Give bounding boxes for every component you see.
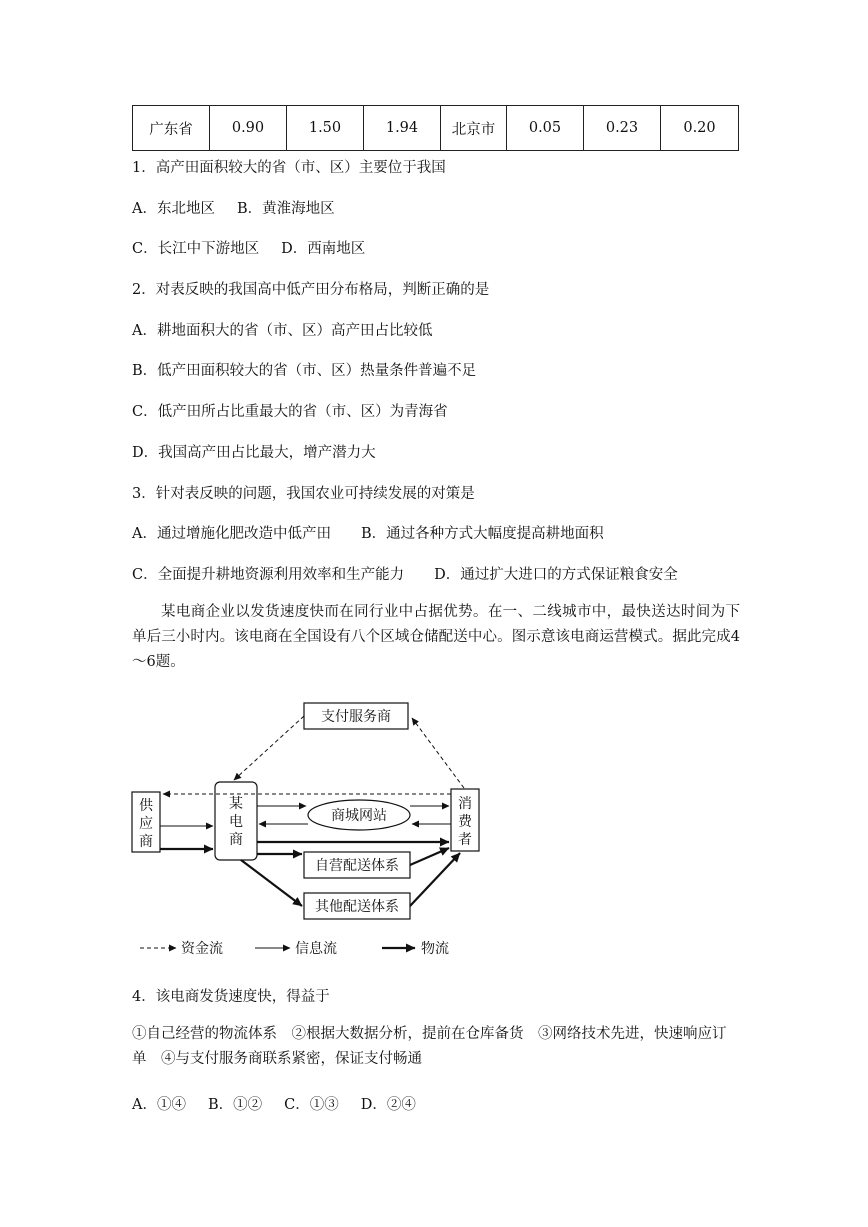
legend-logistics-label: 物流 (421, 941, 449, 957)
q4-option-b: B．①② (207, 1097, 263, 1113)
logistics-flow-merchant-to-other (241, 860, 302, 906)
table-cell: 0.05 (507, 106, 584, 151)
q2-stem: 2．对表反映的我国高中低产田分布格局，判断正确的是 (132, 282, 490, 298)
q1-option-b: B．黄淮海地区 (236, 201, 335, 217)
consumer-label-3: 者 (458, 832, 472, 848)
table-cell: 广东省 (133, 106, 210, 151)
q4-stem: 4．该电商发货速度快，得益于 (132, 989, 330, 1005)
q4-statements: ①自己经营的物流体系 ②根据大数据分析，提前在仓库备货 ③网络技术先进，快速响应订单 ④与支付服务商联系紧密，保证支付畅通 (132, 1026, 727, 1067)
q1-option-c: C．长江中下游地区 (132, 241, 260, 257)
table-cell: 1.94 (364, 106, 441, 151)
q3-stem: 3．针对表反映的问题，我国农业可持续发展的对策是 (132, 486, 475, 502)
q1-options-row-1 (132, 197, 335, 218)
q2-option-b: B．低产田面积较大的省（市、区）热量条件普遍不足 (132, 363, 477, 379)
q3-option-a: A．通过增施化肥改造中低产田 (132, 526, 331, 542)
q4-option-a: A．①④ (132, 1097, 186, 1113)
table-row (133, 106, 739, 151)
capital-flow-consumer-to-payment (412, 718, 464, 788)
merchant-label-1: 某 (229, 796, 243, 812)
q1-option-d: D．西南地区 (281, 241, 366, 257)
q4-options-row (132, 1093, 416, 1114)
legend-info-label: 信息流 (295, 941, 337, 957)
operation-mode-diagram (120, 694, 490, 964)
capital-flow-payment-to-merchant (234, 716, 304, 780)
mall-label: 商城网站 (331, 808, 387, 824)
q3-options-row-1 (132, 522, 604, 543)
table-cell: 1.50 (287, 106, 364, 151)
table-cell: 北京市 (441, 106, 507, 151)
legend-capital-label: 资金流 (181, 941, 223, 957)
consumer-label-1: 消 (458, 796, 472, 812)
q3-option-b: B．通过各种方式大幅度提高耕地面积 (360, 526, 604, 542)
supplier-label-2: 应 (139, 816, 153, 832)
self-delivery-label: 自营配送体系 (315, 858, 399, 874)
q1-option-a: A．东北地区 (132, 201, 215, 217)
supplier-label-3: 商 (139, 834, 153, 850)
q2-option-d: D．我国高产田占比最大，增产潜力大 (132, 445, 376, 461)
q4-option-c: C．①③ (284, 1097, 339, 1113)
q3-option-d: D．通过扩大进口的方式保证粮食安全 (434, 567, 678, 583)
merchant-label-2: 电 (229, 814, 243, 830)
q1-options-row-2 (132, 237, 365, 258)
supplier-label-1: 供 (139, 798, 153, 814)
q1-stem: 1．高产田面积较大的省（市、区）主要位于我国 (132, 160, 446, 176)
table-cell: 0.90 (210, 106, 287, 151)
payment-label: 支付服务商 (321, 709, 391, 725)
data-table (132, 105, 739, 151)
q3-options-row-2 (132, 563, 678, 584)
q2-option-c: C．低产田所占比重最大的省（市、区）为青海省 (132, 404, 448, 420)
consumer-label-2: 费 (458, 814, 472, 830)
table-cell: 0.23 (584, 106, 661, 151)
q4-option-d: D．②④ (360, 1097, 416, 1113)
q3-option-c: C．全面提升耕地资源利用效率和生产能力 (132, 567, 405, 583)
table-cell: 0.20 (661, 106, 739, 151)
q2-option-a: A．耕地面积大的省（市、区）高产田占比较低 (132, 323, 433, 339)
logistics-flow-self-to-consumer (410, 848, 449, 865)
other-delivery-label: 其他配送体系 (315, 899, 399, 915)
passage: 某电商企业以发货速度快而在同行业中占据优势。在一、二线城市中，最快送达时间为下单后三小时内。该电商在全国设有八个区域仓储配送中心。图示意该电商运营模式。据此完成4～6题。 (132, 604, 740, 670)
merchant-label-3: 商 (229, 832, 243, 848)
